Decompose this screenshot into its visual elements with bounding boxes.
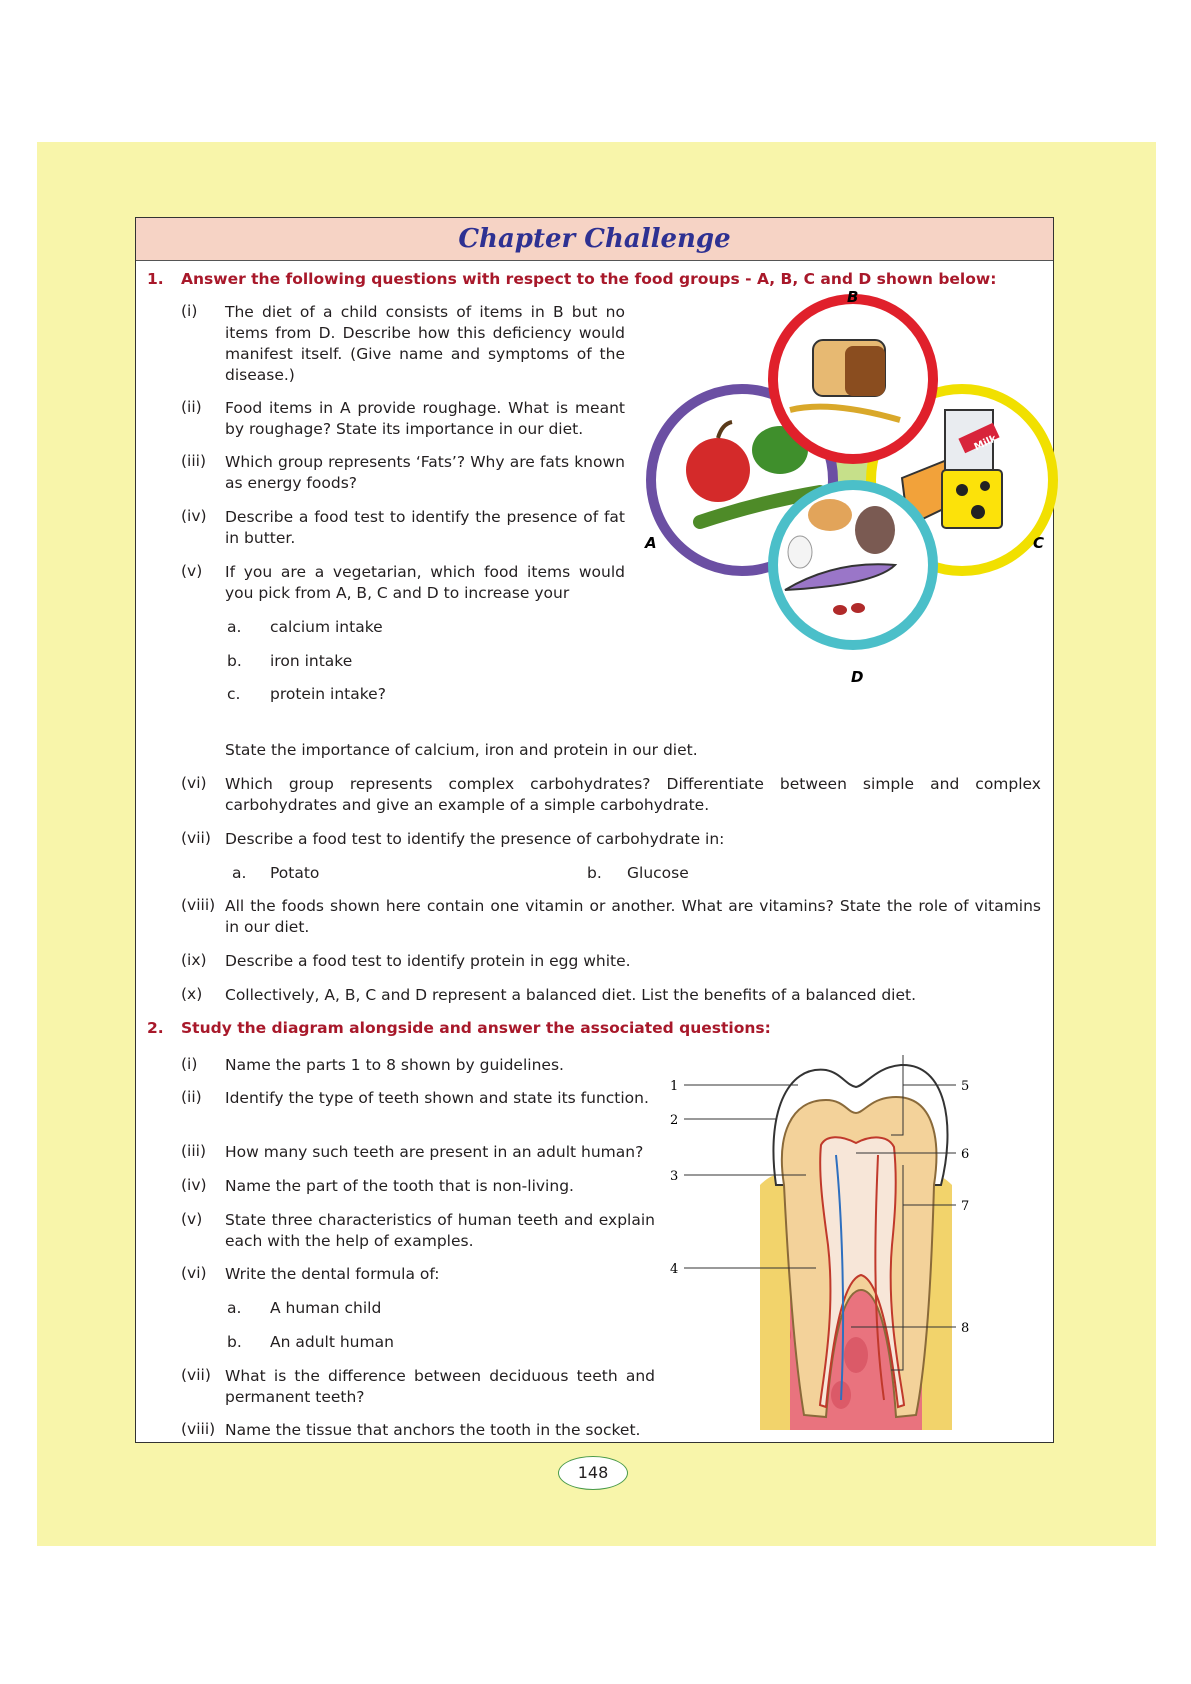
tooth-label-7: 7	[961, 1199, 970, 1214]
q2-item-text: Name the parts 1 to 8 shown by guidelines.	[225, 1056, 564, 1074]
q2-item-text: How many such teeth are present in an adult human?	[225, 1143, 644, 1161]
q2-item-num: (vi)	[181, 1264, 207, 1282]
q1-item-text: If you are a vegetarian, which food items would you pick from A, B, C and D to increase your	[225, 563, 625, 602]
q2-item-num: (v)	[181, 1210, 203, 1228]
q2-item-num: (ii)	[181, 1088, 202, 1106]
q2-item-num: (iv)	[181, 1176, 207, 1194]
cheese-block-icon	[942, 470, 1002, 528]
q1-item-num: (v)	[181, 562, 203, 580]
food-groups-diagram	[640, 290, 1060, 700]
q1-vii-letter: b.	[587, 864, 602, 882]
q2-sub-text: An adult human	[270, 1333, 394, 1351]
q2-item-text: Name the tissue that anchors the tooth in the socket.	[225, 1421, 641, 1439]
tooth-label-2: 2	[670, 1113, 679, 1128]
q1-item-num: (vi)	[181, 774, 207, 792]
tooth-label-5: 5	[961, 1079, 970, 1094]
food-group-b-circle	[773, 299, 933, 459]
tooth-label-8: 8	[961, 1321, 970, 1336]
title-bar	[136, 218, 1053, 261]
q1-item-text: Which group represents ‘Fats’? Why are fats known as energy foods?	[225, 453, 625, 492]
q1-item-num: (x)	[181, 985, 203, 1003]
page-title: Chapter Challenge	[458, 224, 731, 254]
label-b: B	[847, 290, 859, 306]
q2-item-num: (i)	[181, 1055, 198, 1073]
q1-item-text: Which group represents complex carbohydrates? Differentiate between simple and complex carbohydrates and give an example of a simple carbohydrate.	[225, 775, 1041, 814]
chicken-icon	[808, 499, 852, 531]
meat-icon	[855, 506, 895, 554]
q1-item-num: (viii)	[181, 896, 216, 914]
q1-item-num: (ii)	[181, 398, 202, 416]
q1-sub-letter: c.	[227, 685, 241, 703]
q1-item-text: Describe a food test to identify protein in egg white.	[225, 952, 631, 970]
tooth-label-6: 6	[961, 1147, 970, 1162]
tooth-label-1: 1	[670, 1079, 679, 1094]
tooth-label-4: 4	[670, 1262, 679, 1277]
q1-sub-letter: b.	[227, 652, 242, 670]
label-c: C	[1033, 534, 1045, 552]
q2-item-text: State three characteristics of human teeth and explain each with the help of examples.	[225, 1211, 655, 1250]
q1-v-note: State the importance of calcium, iron and protein in our diet.	[225, 741, 698, 759]
q1-vii-text: Potato	[270, 864, 320, 882]
q2-item-text: Write the dental formula of:	[225, 1265, 440, 1283]
q2-sub-letter: a.	[227, 1299, 242, 1317]
kidney-beans-icon	[833, 605, 847, 615]
q2-item-text: What is the difference between deciduous teeth and permanent teeth?	[225, 1367, 655, 1406]
q2-item-num: (iii)	[181, 1142, 207, 1160]
q1-item-text: Food items in A provide roughage. What is meant by roughage? State its importance in our diet.	[225, 399, 625, 438]
q2-number: 2.	[147, 1019, 164, 1037]
page-number: 148	[558, 1456, 628, 1490]
q2-item-text: Name the part of the tooth that is non-living.	[225, 1177, 574, 1195]
q1-item-text: Describe a food test to identify the presence of fat in butter.	[225, 508, 625, 547]
q1-item-text: The diet of a child consists of items in B but no items from D. Describe how this deficiency would manifest itself. (Give name and symptoms of the disease.)	[225, 303, 625, 384]
q1-heading: Answer the following questions with respect to the food groups - A, B, C and D shown below:	[181, 270, 997, 288]
label-a: A	[645, 534, 657, 552]
q1-number: 1.	[147, 270, 164, 288]
q2-item-text: Identify the type of teeth shown and state its function.	[225, 1089, 649, 1107]
tooth-diagram	[666, 1055, 1046, 1435]
q2-item-num: (viii)	[181, 1420, 216, 1438]
egg-icon	[788, 536, 812, 568]
milk-label: Milk	[972, 433, 999, 454]
q1-item-num: (i)	[181, 302, 198, 320]
q1-item-num: (ix)	[181, 951, 207, 969]
q2-sub-letter: b.	[227, 1333, 242, 1351]
q1-item-text: All the foods shown here contain one vitamin or another. What are vitamins? State the role of vitamins in our diet.	[225, 897, 1041, 936]
q1-item-num: (vii)	[181, 829, 211, 847]
q2-item-num: (vii)	[181, 1366, 211, 1384]
tooth-label-3: 3	[670, 1169, 679, 1184]
q1-vii-text: Glucose	[627, 864, 689, 882]
food-group-d-circle	[773, 485, 933, 645]
q1-item-num: (iv)	[181, 507, 207, 525]
q1-item-text: Describe a food test to identify the presence of carbohydrate in:	[225, 830, 725, 848]
q2-sub-text: A human child	[270, 1299, 382, 1317]
q1-sub-text: iron intake	[270, 652, 353, 670]
apple-icon	[686, 438, 750, 502]
q1-item-num: (iii)	[181, 452, 207, 470]
q1-sub-text: protein intake?	[270, 685, 386, 703]
q1-sub-letter: a.	[227, 618, 242, 636]
q1-item-text: Collectively, A, B, C and D represent a balanced diet. List the benefits of a balanced diet.	[225, 986, 917, 1004]
label-d: D	[851, 668, 864, 686]
q1-sub-text: calcium intake	[270, 618, 383, 636]
q1-vii-letter: a.	[232, 864, 247, 882]
q2-heading: Study the diagram alongside and answer the associated questions:	[181, 1019, 771, 1037]
